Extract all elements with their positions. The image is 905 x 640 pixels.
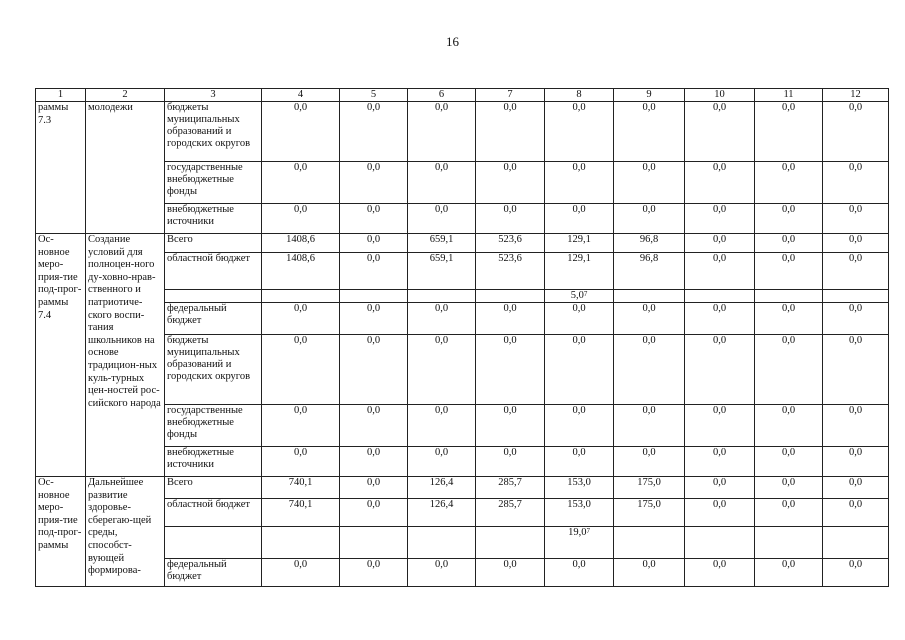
- value-text: 0,0: [848, 447, 863, 458]
- value-text: 0,0: [366, 447, 381, 458]
- value-cell: [685, 162, 755, 204]
- source-label: федеральный бюджет: [165, 559, 262, 587]
- value-text: 0,0: [848, 204, 863, 215]
- value-text: 0,0: [848, 162, 863, 173]
- value-cell: [755, 303, 823, 335]
- value-text: 0,0: [293, 335, 308, 346]
- table-row: [36, 102, 889, 162]
- value-cell: [476, 559, 545, 587]
- value-cell: [545, 290, 614, 303]
- value-text: 523,6: [498, 253, 522, 264]
- value-cell: [408, 303, 476, 335]
- value-cell: [408, 253, 476, 290]
- value-text: 0,0: [293, 102, 308, 113]
- value-cell: [408, 162, 476, 204]
- value-cell: [476, 499, 545, 527]
- value-text: 0,0: [642, 204, 656, 215]
- value-cell: [823, 477, 889, 499]
- header-cell: 3: [165, 89, 262, 102]
- value-cell: [545, 447, 614, 477]
- header-cell: 9: [614, 89, 685, 102]
- value-cell: [755, 477, 823, 499]
- value-cell: [545, 253, 614, 290]
- value-text: 0,0: [293, 162, 308, 173]
- value-cell: [545, 527, 614, 559]
- value-text: 0,0: [712, 499, 727, 510]
- value-cell: [823, 253, 889, 290]
- footnote-mark: 7: [583, 290, 588, 298]
- value-text: 0,0: [434, 447, 449, 458]
- value-text: 0,0: [848, 253, 863, 264]
- value-cell: [476, 253, 545, 290]
- value-cell: [545, 499, 614, 527]
- value-text: 0,0: [781, 559, 796, 570]
- value-cell: [408, 335, 476, 405]
- value-text: 0,0: [712, 234, 727, 245]
- value-text: 0,0: [712, 303, 727, 314]
- value-cell: [262, 335, 340, 405]
- value-cell: [340, 290, 408, 303]
- value-text: 0,0: [293, 447, 308, 458]
- value-cell: [823, 405, 889, 447]
- value-text: 0,0: [781, 204, 796, 215]
- value-text: 0,0: [366, 102, 381, 113]
- value-cell: [262, 499, 340, 527]
- value-text: 96,8: [639, 234, 659, 245]
- header-cell: 6: [408, 89, 476, 102]
- value-text: 0,0: [572, 162, 586, 173]
- value-text: 0,0: [848, 234, 863, 245]
- value-cell: [408, 477, 476, 499]
- value-cell: [755, 290, 823, 303]
- header-cell: 5: [340, 89, 408, 102]
- source-label: внебюджетные источники: [165, 204, 262, 234]
- value-cell: [476, 335, 545, 405]
- header-cell: 2: [86, 89, 165, 102]
- value-cell: [685, 204, 755, 234]
- value-cell: [685, 477, 755, 499]
- value-text: 129,1: [567, 253, 591, 264]
- value-text: 0,0: [366, 477, 381, 488]
- header-cell: 10: [685, 89, 755, 102]
- source-label: бюджеты муниципальных образований и городских округов: [165, 335, 262, 405]
- value-cell: [476, 477, 545, 499]
- source-label: [165, 527, 262, 559]
- value-cell: [755, 234, 823, 253]
- value-text: 0,0: [848, 405, 863, 416]
- value-text: 285,7: [498, 499, 522, 510]
- source-label: бюджеты муниципальных образований и городских округов: [165, 102, 262, 162]
- value-text: 0,0: [366, 162, 381, 173]
- value-text: 0,0: [293, 559, 308, 570]
- value-text: 0,0: [642, 162, 656, 173]
- value-cell: [476, 162, 545, 204]
- value-text: 0,0: [366, 335, 381, 346]
- value-text: 0,0: [572, 102, 586, 113]
- footnote-mark: 7: [586, 527, 590, 535]
- value-cell: [408, 447, 476, 477]
- value-text: 153,0: [567, 499, 591, 510]
- value-cell: [685, 499, 755, 527]
- source-label: областной бюджет: [165, 253, 262, 290]
- value-text: 153,0: [567, 477, 591, 488]
- value-cell: [823, 162, 889, 204]
- value-cell: [823, 559, 889, 587]
- value-text: 0,0: [781, 405, 796, 416]
- value-cell: [476, 447, 545, 477]
- value-cell: [755, 335, 823, 405]
- value-text: 0,0: [848, 559, 863, 570]
- value-text: 0,0: [293, 204, 308, 215]
- value-cell: [262, 253, 340, 290]
- value-text: 0,0: [572, 405, 586, 416]
- value-text: 0,0: [572, 303, 586, 314]
- value-cell: [685, 102, 755, 162]
- value-cell: [755, 559, 823, 587]
- value-cell: [262, 303, 340, 335]
- value-text: 0,0: [503, 335, 517, 346]
- value-cell: [685, 527, 755, 559]
- value-cell: [262, 204, 340, 234]
- value-cell: [614, 527, 685, 559]
- value-cell: [476, 204, 545, 234]
- value-text: 0,0: [781, 499, 796, 510]
- description-cell: молодежи: [86, 102, 165, 234]
- value-cell: [408, 290, 476, 303]
- value-cell: [262, 527, 340, 559]
- value-text: 0,0: [781, 335, 796, 346]
- value-cell: [408, 559, 476, 587]
- value-text: 0,0: [366, 234, 381, 245]
- value-text: 0,0: [366, 405, 381, 416]
- source-label: [165, 290, 262, 303]
- value-cell: [262, 162, 340, 204]
- value-cell: [755, 499, 823, 527]
- value-cell: [614, 253, 685, 290]
- value-cell: [685, 234, 755, 253]
- value-text: 0,0: [572, 204, 586, 215]
- header-row: [36, 89, 889, 102]
- value-cell: [614, 335, 685, 405]
- value-text: 0,0: [848, 335, 863, 346]
- value-text: 0,0: [434, 102, 449, 113]
- value-text: 0,0: [712, 559, 727, 570]
- table-row: [36, 234, 889, 253]
- value-cell: [823, 204, 889, 234]
- value-text: 0,0: [572, 335, 586, 346]
- source-label: государственные внебюджетные фонды: [165, 405, 262, 447]
- value-text: 740,1: [288, 477, 313, 488]
- value-text: 96,8: [639, 253, 659, 264]
- value-cell: [476, 303, 545, 335]
- value-text: 0,0: [712, 102, 727, 113]
- value-cell: [340, 162, 408, 204]
- value-cell: [340, 303, 408, 335]
- value-text: 0,0: [848, 477, 863, 488]
- value-text: 0,0: [503, 102, 517, 113]
- value-text: 0,0: [293, 303, 308, 314]
- value-text: 5,0: [570, 290, 584, 301]
- source-label: внебюджетные источники: [165, 447, 262, 477]
- value-cell: [614, 234, 685, 253]
- value-text: 0,0: [503, 405, 517, 416]
- budget-table: [35, 88, 889, 587]
- value-cell: [340, 499, 408, 527]
- value-text: 0,0: [503, 447, 517, 458]
- value-cell: [823, 303, 889, 335]
- value-cell: [685, 253, 755, 290]
- value-cell: [685, 405, 755, 447]
- value-cell: [262, 405, 340, 447]
- value-text: 129,1: [567, 234, 591, 245]
- value-text: 659,1: [429, 234, 454, 245]
- value-cell: [545, 204, 614, 234]
- value-text: 0,0: [366, 499, 381, 510]
- value-text: 0,0: [642, 447, 656, 458]
- event-cell: Ос-новное меро-прия-тие под-прог-раммы: [36, 477, 86, 587]
- value-text: 0,0: [848, 102, 863, 113]
- value-text: 175,0: [637, 499, 661, 510]
- value-text: 0,0: [712, 253, 727, 264]
- value-cell: [262, 447, 340, 477]
- value-text: 0,0: [642, 335, 656, 346]
- value-cell: [685, 335, 755, 405]
- value-cell: [340, 253, 408, 290]
- description-cell: Создание условий для полноцен-ного ду-ховно-нрав-ственного и патриотиче-ского воспи-тания школьников на основе традицион-ных куль-турных цен-ностей рос-сийского народа: [86, 234, 165, 477]
- value-cell: [614, 162, 685, 204]
- value-cell: [340, 234, 408, 253]
- value-cell: [685, 447, 755, 477]
- value-text: 0,0: [712, 204, 727, 215]
- value-text: 0,0: [503, 303, 517, 314]
- value-cell: [755, 405, 823, 447]
- value-text: 0,0: [434, 204, 449, 215]
- value-cell: [340, 405, 408, 447]
- value-cell: [545, 234, 614, 253]
- event-cell: Ос-новное меро-прия-тие под-прог-раммы 7.4: [36, 234, 86, 477]
- value-cell: [614, 499, 685, 527]
- value-cell: [408, 405, 476, 447]
- value-cell: [823, 102, 889, 162]
- value-cell: [685, 303, 755, 335]
- value-cell: [476, 102, 545, 162]
- value-cell: [262, 290, 340, 303]
- value-text: 0,0: [781, 234, 796, 245]
- value-cell: [614, 290, 685, 303]
- value-text: 0,0: [712, 162, 727, 173]
- value-text: 126,4: [429, 499, 454, 510]
- value-cell: [262, 102, 340, 162]
- value-text: 0,0: [503, 559, 517, 570]
- value-cell: [408, 234, 476, 253]
- value-cell: [755, 253, 823, 290]
- value-text: 0,0: [434, 559, 449, 570]
- value-cell: [685, 290, 755, 303]
- value-cell: [262, 234, 340, 253]
- value-cell: [755, 527, 823, 559]
- value-cell: [545, 559, 614, 587]
- value-text: 0,0: [712, 447, 727, 458]
- value-text: 0,0: [293, 405, 308, 416]
- value-text: 0,0: [572, 559, 586, 570]
- source-label: федеральный бюджет: [165, 303, 262, 335]
- header-cell: 7: [476, 89, 545, 102]
- value-text: 0,0: [434, 335, 449, 346]
- value-cell: [685, 559, 755, 587]
- header-cell: 1: [36, 89, 86, 102]
- value-cell: [614, 303, 685, 335]
- value-text: 285,7: [498, 477, 522, 488]
- value-cell: [614, 477, 685, 499]
- value-cell: [823, 290, 889, 303]
- value-cell: [408, 499, 476, 527]
- description-cell: Дальнейшее развитие здоровье-сберегаю-щей среды, способст-вующей формирова-: [86, 477, 165, 587]
- value-text: 0,0: [712, 477, 727, 488]
- value-text: 0,0: [781, 162, 796, 173]
- value-text: 0,0: [712, 405, 727, 416]
- value-cell: [755, 162, 823, 204]
- value-text: 175,0: [637, 477, 661, 488]
- value-text: 0,0: [712, 335, 727, 346]
- value-cell: [755, 102, 823, 162]
- value-text: 0,0: [503, 204, 517, 215]
- source-label: Всего: [165, 234, 262, 253]
- value-text: 523,6: [498, 234, 522, 245]
- value-cell: [476, 405, 545, 447]
- value-text: 0,0: [781, 253, 796, 264]
- value-cell: [262, 559, 340, 587]
- value-text: 0,0: [434, 405, 449, 416]
- value-text: 0,0: [503, 162, 517, 173]
- value-cell: [545, 405, 614, 447]
- value-text: 0,0: [366, 204, 381, 215]
- value-cell: [340, 527, 408, 559]
- header-cell: 11: [755, 89, 823, 102]
- value-text: 0,0: [434, 303, 449, 314]
- value-cell: [408, 204, 476, 234]
- value-cell: [340, 335, 408, 405]
- value-cell: [545, 335, 614, 405]
- value-cell: [340, 447, 408, 477]
- value-text: 0,0: [781, 477, 796, 488]
- source-label: областной бюджет: [165, 499, 262, 527]
- source-label: государственные внебюджетные фонды: [165, 162, 262, 204]
- value-cell: [476, 527, 545, 559]
- value-text: 0,0: [366, 559, 381, 570]
- value-text: 0,0: [366, 253, 381, 264]
- value-text: 0,0: [642, 405, 656, 416]
- value-text: 0,0: [848, 499, 863, 510]
- event-cell: раммы 7.3: [36, 102, 86, 234]
- value-text: 0,0: [781, 447, 796, 458]
- value-text: 0,0: [848, 303, 863, 314]
- value-cell: [614, 559, 685, 587]
- value-cell: [614, 204, 685, 234]
- value-text: 0,0: [572, 447, 586, 458]
- value-cell: [408, 102, 476, 162]
- value-cell: [823, 335, 889, 405]
- value-cell: [408, 527, 476, 559]
- value-cell: [476, 290, 545, 303]
- value-text: 1408,6: [286, 234, 315, 245]
- value-text: 0,0: [642, 559, 656, 570]
- value-text: 19,0: [568, 527, 587, 538]
- value-text: 0,0: [366, 303, 381, 314]
- value-cell: [823, 234, 889, 253]
- source-label: Всего: [165, 477, 262, 499]
- value-cell: [823, 499, 889, 527]
- value-cell: [340, 559, 408, 587]
- header-cell: 8: [545, 89, 614, 102]
- value-cell: [823, 447, 889, 477]
- value-cell: [755, 204, 823, 234]
- header-cell: 4: [262, 89, 340, 102]
- value-text: 1408,6: [286, 253, 315, 264]
- value-cell: [614, 447, 685, 477]
- value-cell: [340, 102, 408, 162]
- value-cell: [823, 527, 889, 559]
- value-cell: [545, 102, 614, 162]
- value-text: 0,0: [781, 102, 796, 113]
- value-cell: [340, 204, 408, 234]
- value-cell: [755, 447, 823, 477]
- value-cell: [545, 162, 614, 204]
- value-text: 0,0: [642, 303, 656, 314]
- value-cell: [545, 477, 614, 499]
- value-cell: [340, 477, 408, 499]
- value-cell: [476, 234, 545, 253]
- value-cell: [262, 477, 340, 499]
- value-text: 0,0: [434, 162, 449, 173]
- table-row: [36, 477, 889, 499]
- value-cell: [614, 405, 685, 447]
- value-text: 0,0: [642, 102, 656, 113]
- value-text: 0,0: [781, 303, 796, 314]
- value-text: 659,1: [429, 253, 454, 264]
- page-number: 16: [446, 34, 459, 49]
- header-cell: 12: [823, 89, 889, 102]
- value-text: 740,1: [288, 499, 313, 510]
- value-cell: [614, 102, 685, 162]
- value-cell: [545, 303, 614, 335]
- value-text: 126,4: [429, 477, 454, 488]
